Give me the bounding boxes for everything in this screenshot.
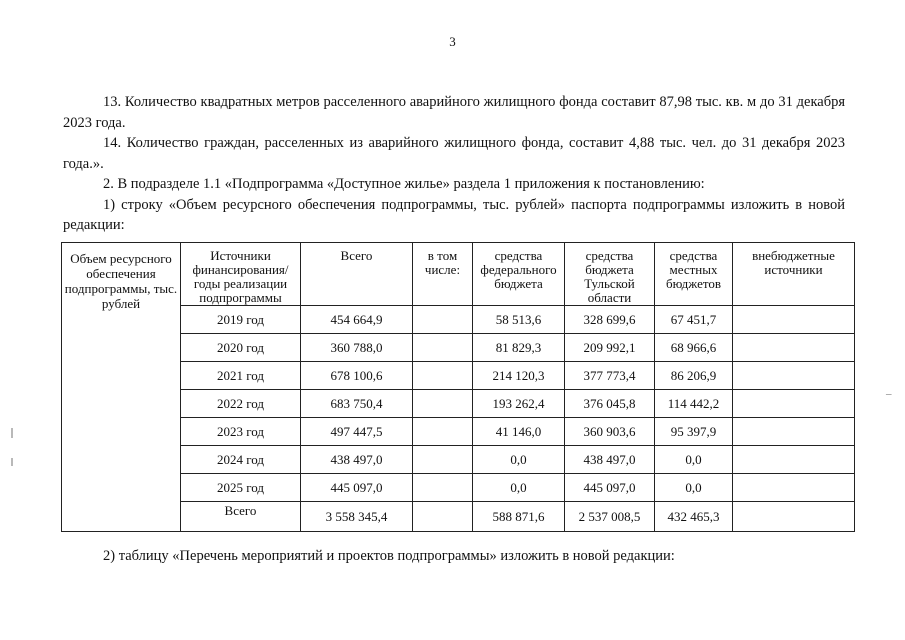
row-local: 432 465,3 — [655, 502, 733, 532]
scan-mark: – — [886, 388, 892, 400]
row-including — [413, 306, 473, 334]
header-sources: Источники финансирования/ годы реализации подпрограммы — [181, 243, 301, 306]
scan-mark — [11, 428, 13, 438]
row-year: 2023 год — [181, 418, 301, 446]
row-federal: 193 262,4 — [473, 390, 565, 418]
table-row — [62, 334, 855, 362]
paragraph-14: 14. Количество граждан, расселенных из аварийного жилищного фонда, составит 4,88 тыс. чел. до 31 декабря 2023 года.». — [63, 135, 845, 172]
row-regional: 377 773,4 — [565, 362, 655, 390]
row-total: 497 447,5 — [301, 418, 413, 446]
table-row-total — [62, 502, 855, 532]
row-year: 2025 год — [181, 474, 301, 502]
table-row — [62, 418, 855, 446]
row-total: 454 664,9 — [301, 306, 413, 334]
header-federal: средства федерального бюджета — [473, 243, 565, 306]
row-extrabudget — [733, 474, 855, 502]
table-header-row — [62, 243, 855, 306]
row-federal: 0,0 — [473, 446, 565, 474]
row-including — [413, 418, 473, 446]
row-extrabudget — [733, 446, 855, 474]
row-federal: 0,0 — [473, 474, 565, 502]
row-year: 2024 год — [181, 446, 301, 474]
row-total-label: Всего — [181, 502, 301, 532]
header-local: средства местных бюджетов — [655, 243, 733, 306]
row-local: 114 442,2 — [655, 390, 733, 418]
row-regional: 209 992,1 — [565, 334, 655, 362]
row-year: 2019 год — [181, 306, 301, 334]
row-regional: 445 097,0 — [565, 474, 655, 502]
row-extrabudget — [733, 390, 855, 418]
row-including — [413, 474, 473, 502]
row-total: 445 097,0 — [301, 474, 413, 502]
header-regional: средства бюджета Тульской области — [565, 243, 655, 306]
header-extrabudget: внебюджетные источники — [733, 243, 855, 306]
row-including — [413, 446, 473, 474]
row-local: 67 451,7 — [655, 306, 733, 334]
row-including — [413, 362, 473, 390]
row-extrabudget — [733, 502, 855, 532]
row-local: 95 397,9 — [655, 418, 733, 446]
row-total: 360 788,0 — [301, 334, 413, 362]
row-federal: 214 120,3 — [473, 362, 565, 390]
row-extrabudget — [733, 306, 855, 334]
paragraph-item-2: 2) таблицу «Перечень мероприятий и проектов подпрограммы» изложить в новой редакции: — [103, 548, 675, 564]
row-including — [413, 390, 473, 418]
paragraph-section-2: 2. В подразделе 1.1 «Подпрограмма «Доступное жилье» раздела 1 приложения к постановлению: — [103, 176, 705, 192]
row-federal: 588 871,6 — [473, 502, 565, 532]
table-row — [62, 446, 855, 474]
row-year: 2021 год — [181, 362, 301, 390]
table-row — [62, 390, 855, 418]
row-including — [413, 334, 473, 362]
scan-mark — [11, 458, 13, 466]
row-local: 68 966,6 — [655, 334, 733, 362]
row-regional: 438 497,0 — [565, 446, 655, 474]
header-including: в том числе: — [413, 243, 473, 306]
row-federal: 58 513,6 — [473, 306, 565, 334]
row-local: 0,0 — [655, 474, 733, 502]
row-local: 0,0 — [655, 446, 733, 474]
row-regional: 328 699,6 — [565, 306, 655, 334]
header-total: Всего — [301, 243, 413, 306]
row-year: 2022 год — [181, 390, 301, 418]
row-total: 3 558 345,4 — [301, 502, 413, 532]
row-regional: 2 537 008,5 — [565, 502, 655, 532]
row-extrabudget — [733, 418, 855, 446]
row-year: 2020 год — [181, 334, 301, 362]
resource-label-cell: Объем ресурсного обеспечения подпрограммы, тыс. рублей — [62, 243, 181, 532]
row-federal: 41 146,0 — [473, 418, 565, 446]
row-total: 438 497,0 — [301, 446, 413, 474]
row-total: 683 750,4 — [301, 390, 413, 418]
table-row — [62, 362, 855, 390]
row-extrabudget — [733, 334, 855, 362]
page-number: 3 — [449, 34, 456, 49]
body-text — [63, 92, 845, 236]
paragraph-item-1: 1) строку «Объем ресурсного обеспечения подпрограммы, тыс. рублей» паспорта подпрограммы изложить в новой редакции: — [63, 196, 845, 233]
row-local: 86 206,9 — [655, 362, 733, 390]
row-regional: 360 903,6 — [565, 418, 655, 446]
table-row — [62, 474, 855, 502]
row-regional: 376 045,8 — [565, 390, 655, 418]
table-row — [62, 306, 855, 334]
row-including — [413, 502, 473, 532]
row-federal: 81 829,3 — [473, 334, 565, 362]
resource-table — [61, 242, 855, 532]
paragraph-13: 13. Количество квадратных метров расселенного аварийного жилищного фонда составит 87,98 тыс. кв. м до 31 декабря 2023 года. — [63, 94, 845, 131]
row-total: 678 100,6 — [301, 362, 413, 390]
row-extrabudget — [733, 362, 855, 390]
